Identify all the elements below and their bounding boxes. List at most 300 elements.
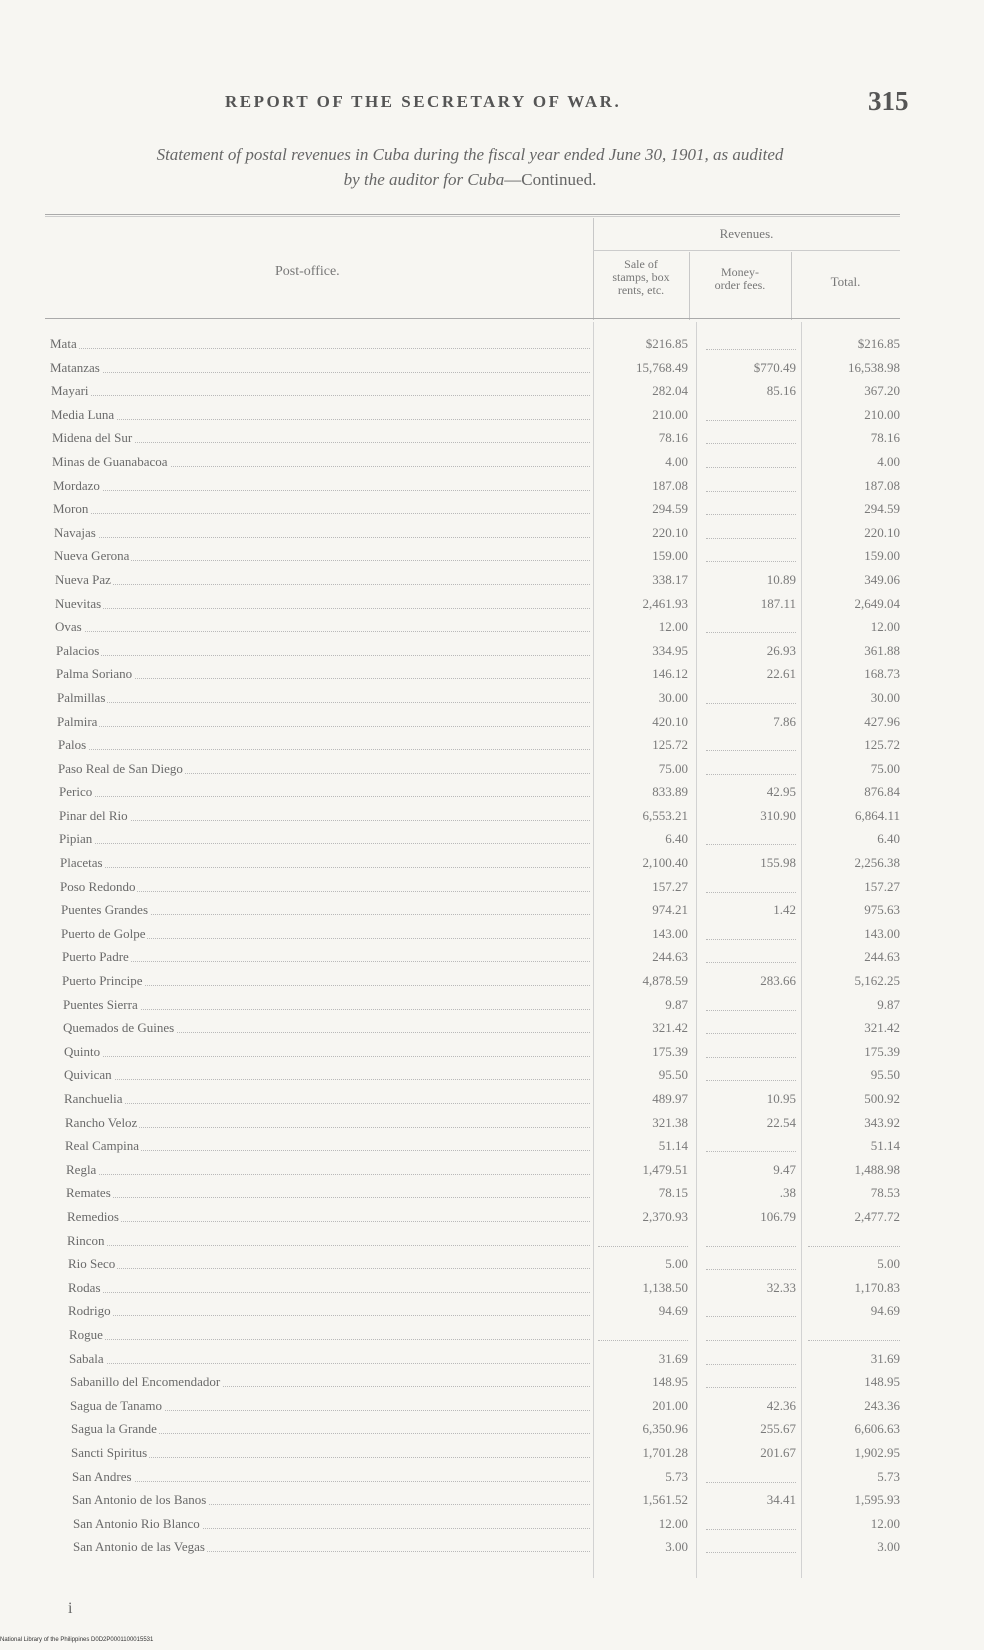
table-row [0, 360, 984, 384]
money-order-cell: 1.42 [773, 902, 796, 918]
sale-cell: 159.00 [652, 548, 688, 564]
leader-dots [65, 1127, 590, 1128]
post-office-cell [59, 784, 590, 802]
total-cell: 148.95 [864, 1374, 900, 1390]
sale-cell: 175.39 [652, 1043, 688, 1059]
sale-cell: 12.00 [658, 1515, 688, 1531]
post-office-cell [71, 1421, 590, 1439]
column-header-money-order [689, 266, 791, 292]
table-row [0, 1256, 984, 1280]
total-cell: 2,256.38 [854, 855, 900, 871]
leader-dots [65, 1150, 590, 1151]
post-office-cell [69, 1327, 590, 1345]
total-cell [808, 1327, 900, 1341]
post-office-cell [66, 1162, 590, 1180]
total-cell: 6.40 [877, 831, 900, 847]
header-sale-line: Sale of [624, 257, 658, 271]
post-office-name: Perico [59, 784, 93, 800]
money-order-cell [706, 1374, 796, 1388]
post-office-cell [59, 831, 590, 849]
total-cell: 175.39 [864, 1043, 900, 1059]
table-row [0, 525, 984, 549]
table-row [0, 997, 984, 1021]
table-body [0, 336, 984, 1563]
sale-cell: 15,768.49 [636, 359, 688, 375]
post-office-name: Palmillas [57, 689, 106, 705]
table-row [0, 643, 984, 667]
money-order-cell [706, 478, 796, 492]
sale-cell: 157.27 [652, 878, 688, 894]
margin-mark: i [68, 1600, 73, 1617]
header-sale-line: stamps, box [612, 270, 670, 284]
leader-dots [55, 584, 590, 585]
money-order-cell [706, 1516, 796, 1530]
total-cell: 168.73 [864, 666, 900, 682]
total-cell: 159.00 [864, 548, 900, 564]
post-office-cell [64, 1044, 590, 1062]
post-office-cell [68, 1303, 590, 1321]
money-order-cell [706, 619, 796, 633]
post-office-name: Moron [53, 501, 89, 517]
total-cell: 1,595.93 [854, 1492, 900, 1508]
sale-cell: 4.00 [665, 453, 688, 469]
leader-dots [63, 1009, 590, 1010]
leader-dots [72, 1481, 590, 1482]
post-office-cell [55, 572, 590, 590]
leader-dots [62, 961, 590, 962]
post-office-name: Midena del Sur [52, 430, 133, 446]
sale-cell: 6.40 [665, 831, 688, 847]
post-office-name: Ranchuelia [64, 1091, 123, 1106]
sale-cell: 125.72 [652, 737, 688, 753]
total-cell: 6,606.63 [854, 1421, 900, 1437]
total-cell: 2,477.72 [854, 1208, 900, 1224]
sale-cell: 75.00 [658, 760, 688, 776]
post-office-cell [52, 430, 590, 448]
post-office-cell [63, 1020, 590, 1038]
table-row [0, 1280, 984, 1304]
money-order-cell: 32.33 [766, 1279, 796, 1295]
post-office-name: Mata [50, 336, 77, 351]
sale-cell: 143.00 [652, 925, 688, 941]
post-office-name: Rogue [69, 1326, 103, 1342]
sale-cell: 210.00 [652, 406, 688, 422]
money-order-cell: 42.95 [766, 784, 796, 800]
money-order-cell: 9.47 [773, 1161, 796, 1177]
sale-cell: 187.08 [652, 477, 688, 493]
post-office-cell [59, 808, 590, 826]
post-office-name: Sancti Spiritus [71, 1444, 148, 1460]
table-row [0, 454, 984, 478]
leader-dots [50, 348, 590, 349]
sale-cell: 201.00 [652, 1397, 688, 1413]
header-bottom-rule [45, 318, 900, 319]
sale-cell: 321.38 [652, 1114, 688, 1130]
post-office-name: Sabanillo del Encomendador [70, 1374, 221, 1390]
post-office-name: Nueva Gerona [54, 548, 130, 564]
post-office-name: Quivican [64, 1067, 112, 1083]
total-cell: $216.85 [857, 336, 900, 351]
table-row [0, 1327, 984, 1351]
sale-cell: 2,100.40 [642, 855, 688, 871]
post-office-name: Rincon [67, 1232, 105, 1248]
sale-cell: 1,561.52 [642, 1492, 688, 1508]
table-row [0, 879, 984, 903]
total-cell: 3.00 [877, 1539, 900, 1555]
post-office-name: Palos [58, 737, 87, 753]
leader-dots [64, 1103, 590, 1104]
post-office-cell [70, 1374, 590, 1392]
leader-dots [57, 702, 590, 703]
caption-line-2 [40, 167, 900, 192]
post-office-name: Ovas [55, 619, 82, 635]
sale-cell: 3.00 [665, 1539, 688, 1555]
post-office-name: Remates [66, 1185, 111, 1201]
table-row [0, 1421, 984, 1445]
sale-cell: 95.50 [658, 1067, 688, 1083]
table-row [0, 1209, 984, 1233]
leader-dots [66, 1174, 590, 1175]
post-office-name: Rio Seco [68, 1256, 116, 1272]
total-cell: 12.00 [870, 1515, 900, 1531]
sale-cell: $216.85 [645, 336, 688, 351]
table-row [0, 714, 984, 738]
total-cell: 2,649.04 [854, 595, 900, 611]
revenues-rule [593, 250, 900, 251]
post-office-cell [61, 902, 590, 920]
total-cell: 94.69 [870, 1303, 900, 1319]
money-order-cell [706, 336, 796, 350]
table-row [0, 1138, 984, 1162]
header-sale-line: rents, etc. [617, 283, 665, 297]
table-row [0, 383, 984, 407]
table-caption [40, 142, 900, 192]
total-cell: 4.00 [877, 453, 900, 469]
post-office-cell [68, 1256, 590, 1274]
post-office-name: Palma Soriano [56, 666, 133, 682]
leader-dots [64, 1056, 590, 1057]
sale-cell: 244.63 [652, 949, 688, 965]
table-row [0, 855, 984, 879]
leader-dots [50, 372, 590, 373]
money-order-cell [706, 1233, 796, 1247]
money-order-cell [706, 1539, 796, 1553]
post-office-cell [54, 548, 590, 566]
sale-cell: 12.00 [658, 619, 688, 635]
sale-cell: 31.69 [658, 1350, 688, 1366]
sale-cell: 148.95 [652, 1374, 688, 1390]
total-cell: 31.69 [870, 1350, 900, 1366]
post-office-cell [53, 478, 590, 496]
scan-footer: National Library of the Philippines D0D2P0001100015531 [0, 1637, 154, 1643]
post-office-cell [64, 1067, 590, 1085]
post-office-cell [56, 643, 590, 661]
total-cell: 244.63 [864, 949, 900, 965]
table-row [0, 1398, 984, 1422]
post-office-name: Quinto [64, 1043, 101, 1059]
total-cell: 187.08 [864, 477, 900, 493]
post-office-name: Pipian [59, 831, 93, 847]
header-top-rule-thin [45, 216, 900, 217]
table-row [0, 430, 984, 454]
leader-dots [60, 891, 590, 892]
sale-cell: 5.73 [665, 1468, 688, 1484]
total-cell: 343.92 [864, 1114, 900, 1130]
post-office-cell [63, 997, 590, 1015]
leader-dots [67, 1221, 590, 1222]
money-order-cell: 255.67 [760, 1421, 796, 1437]
post-office-name: Sagua de Tanamo [70, 1397, 162, 1413]
total-cell: 78.16 [870, 430, 900, 446]
table-row [0, 596, 984, 620]
sale-cell: 94.69 [658, 1303, 688, 1319]
table-row [0, 973, 984, 997]
leader-dots [51, 419, 590, 420]
table-row [0, 666, 984, 690]
money-order-cell: 42.36 [766, 1397, 796, 1413]
post-office-cell [55, 596, 590, 614]
sale-cell: 489.97 [652, 1091, 688, 1106]
sale-cell: 9.87 [665, 996, 688, 1012]
table-row [0, 572, 984, 596]
table-row [0, 619, 984, 643]
sale-cell: 6,553.21 [642, 807, 688, 823]
column-header-post-office: Post-office. [275, 264, 340, 279]
caption-continued: —Continued. [504, 170, 597, 189]
post-office-name: Real Campina [65, 1138, 140, 1154]
post-office-cell [67, 1209, 590, 1227]
header-money-line: Money- [721, 265, 759, 279]
post-office-cell [51, 383, 590, 401]
post-office-cell [60, 855, 590, 873]
sale-cell: 1,138.50 [642, 1279, 688, 1295]
leader-dots [55, 608, 590, 609]
post-office-cell [53, 501, 590, 519]
sale-cell: 78.15 [658, 1185, 688, 1201]
total-cell: 500.92 [864, 1091, 900, 1106]
total-cell [808, 1233, 900, 1247]
post-office-cell [61, 926, 590, 944]
post-office-cell [73, 1516, 590, 1534]
sale-cell: 321.42 [652, 1020, 688, 1036]
table-row [0, 1492, 984, 1516]
money-order-cell [706, 501, 796, 515]
total-cell: 1,902.95 [854, 1444, 900, 1460]
post-office-name: Nueva Paz [55, 571, 111, 587]
post-office-cell [72, 1492, 590, 1510]
post-office-cell [52, 454, 590, 472]
table-row [0, 1162, 984, 1186]
money-order-cell [706, 1067, 796, 1081]
post-office-name: Poso Redondo [60, 878, 136, 894]
post-office-name: Paso Real de San Diego [58, 760, 183, 776]
post-office-cell [65, 1115, 590, 1133]
table-row [0, 737, 984, 761]
table-row [0, 1067, 984, 1091]
money-order-cell: 7.86 [773, 713, 796, 729]
total-cell: 5,162.25 [854, 973, 900, 989]
post-office-cell [60, 879, 590, 897]
post-office-name: Media Luna [51, 406, 115, 422]
leader-dots [59, 820, 590, 821]
money-order-cell [706, 407, 796, 421]
sale-cell: 5.00 [665, 1256, 688, 1272]
table-row [0, 1115, 984, 1139]
post-office-name: Puerto Padre [62, 949, 129, 965]
leader-dots [69, 1363, 590, 1364]
table-row [0, 336, 984, 360]
money-order-cell [706, 1020, 796, 1034]
leader-dots [66, 1197, 590, 1198]
post-office-name: Puerto de Golpe [61, 925, 146, 941]
money-order-cell: 10.95 [766, 1091, 796, 1106]
money-order-cell [706, 1303, 796, 1317]
column-group-revenues: Revenues. [719, 226, 774, 241]
total-cell: 157.27 [864, 878, 900, 894]
post-office-name: San Antonio de los Banos [72, 1492, 207, 1508]
money-order-cell: 85.16 [766, 383, 796, 399]
money-order-cell [706, 430, 796, 444]
money-order-cell: 10.89 [766, 571, 796, 587]
money-order-cell: 26.93 [766, 642, 796, 658]
money-order-cell: .38 [779, 1185, 796, 1201]
money-order-cell: 22.54 [766, 1114, 796, 1130]
leader-dots [56, 655, 590, 656]
table-row [0, 407, 984, 431]
post-office-name: Pinar del Rio [59, 807, 128, 823]
leader-dots [54, 537, 590, 538]
sale-cell: 334.95 [652, 642, 688, 658]
post-office-name: Puentes Grandes [61, 902, 149, 918]
column-header-total: Total. [830, 274, 861, 289]
header-top-rule [45, 214, 900, 215]
sale-cell: 1,479.51 [642, 1161, 688, 1177]
sale-cell: 6,350.96 [642, 1421, 688, 1437]
post-office-name: San Andres [72, 1468, 132, 1484]
total-cell: 243.36 [864, 1397, 900, 1413]
header-money-line: order fees. [714, 278, 766, 292]
post-office-cell [68, 1280, 590, 1298]
sale-cell: 833.89 [652, 784, 688, 800]
post-office-name: Matanzas [50, 359, 100, 375]
sale-cell: 2,370.93 [642, 1208, 688, 1224]
post-office-cell [56, 666, 590, 684]
total-cell: 30.00 [870, 689, 900, 705]
sale-cell: 220.10 [652, 524, 688, 540]
table-row [0, 501, 984, 525]
money-order-cell [706, 690, 796, 704]
table-row [0, 1539, 984, 1563]
leader-dots [68, 1268, 590, 1269]
table-header [45, 214, 900, 320]
money-order-cell: 187.11 [760, 595, 796, 611]
post-office-cell [50, 336, 590, 354]
post-office-cell [58, 761, 590, 779]
leader-dots [68, 1315, 590, 1316]
leader-dots [69, 1339, 590, 1340]
total-cell: 78.53 [870, 1185, 900, 1201]
post-office-name: Mayari [51, 383, 89, 399]
post-office-cell [67, 1233, 590, 1251]
total-cell: 975.63 [864, 902, 900, 918]
table-row [0, 1044, 984, 1068]
money-order-cell [706, 548, 796, 562]
total-cell: 321.42 [864, 1020, 900, 1036]
money-order-cell [706, 926, 796, 940]
table-row [0, 1303, 984, 1327]
post-office-cell [72, 1469, 590, 1487]
total-cell: 5.73 [877, 1468, 900, 1484]
table-row [0, 1469, 984, 1493]
money-order-cell [706, 454, 796, 468]
post-office-cell [71, 1445, 590, 1463]
money-order-cell [706, 1327, 796, 1341]
post-office-name: Mordazo [53, 477, 100, 493]
post-office-cell [66, 1185, 590, 1203]
post-office-cell [58, 737, 590, 755]
total-cell: 75.00 [870, 760, 900, 776]
post-office-cell [65, 1138, 590, 1156]
money-order-cell [706, 1256, 796, 1270]
money-order-cell [706, 879, 796, 893]
post-office-cell [70, 1398, 590, 1416]
table-row [0, 761, 984, 785]
sale-cell: 78.16 [658, 430, 688, 446]
post-office-name: Sabala [69, 1350, 104, 1366]
leader-dots [55, 631, 590, 632]
post-office-name: Puerto Principe [62, 973, 143, 989]
post-office-name: Placetas [60, 855, 103, 871]
table-row [0, 926, 984, 950]
post-office-name: Navajas [54, 524, 96, 540]
sale-cell: 51.14 [658, 1138, 688, 1154]
total-cell: 367.20 [864, 383, 900, 399]
post-office-name: Rancho Veloz [65, 1114, 138, 1130]
total-cell: 876.84 [864, 784, 900, 800]
post-office-cell [64, 1091, 590, 1109]
money-order-cell: 106.79 [760, 1208, 796, 1224]
money-order-cell [706, 949, 796, 963]
table-row [0, 902, 984, 926]
post-office-cell [73, 1539, 590, 1557]
leader-dots [53, 513, 590, 514]
table-row [0, 1516, 984, 1540]
table-row [0, 1233, 984, 1257]
total-cell: 95.50 [870, 1067, 900, 1083]
post-office-name: Rodrigo [68, 1303, 111, 1319]
leader-dots [59, 843, 590, 844]
caption-line-1: Statement of postal revenues in Cuba during the fiscal year ended June 30, 1901, as audited [156, 145, 784, 164]
post-office-cell [62, 973, 590, 991]
table-row [0, 831, 984, 855]
total-cell: 51.14 [870, 1138, 900, 1154]
money-order-cell: 201.67 [760, 1444, 796, 1460]
table-row [0, 1020, 984, 1044]
sale-cell: 2,461.93 [642, 595, 688, 611]
money-order-cell: 22.61 [766, 666, 796, 682]
money-order-cell [706, 761, 796, 775]
money-order-cell [706, 1351, 796, 1365]
total-cell: 427.96 [864, 713, 900, 729]
total-cell: 5.00 [877, 1256, 900, 1272]
total-cell: 9.87 [877, 996, 900, 1012]
caption-auditor: by the auditor for Cuba [343, 170, 505, 189]
sale-cell: 146.12 [652, 666, 688, 682]
total-cell: 220.10 [864, 524, 900, 540]
table-row [0, 548, 984, 572]
post-office-name: Remedios [67, 1208, 119, 1224]
money-order-cell [706, 1469, 796, 1483]
